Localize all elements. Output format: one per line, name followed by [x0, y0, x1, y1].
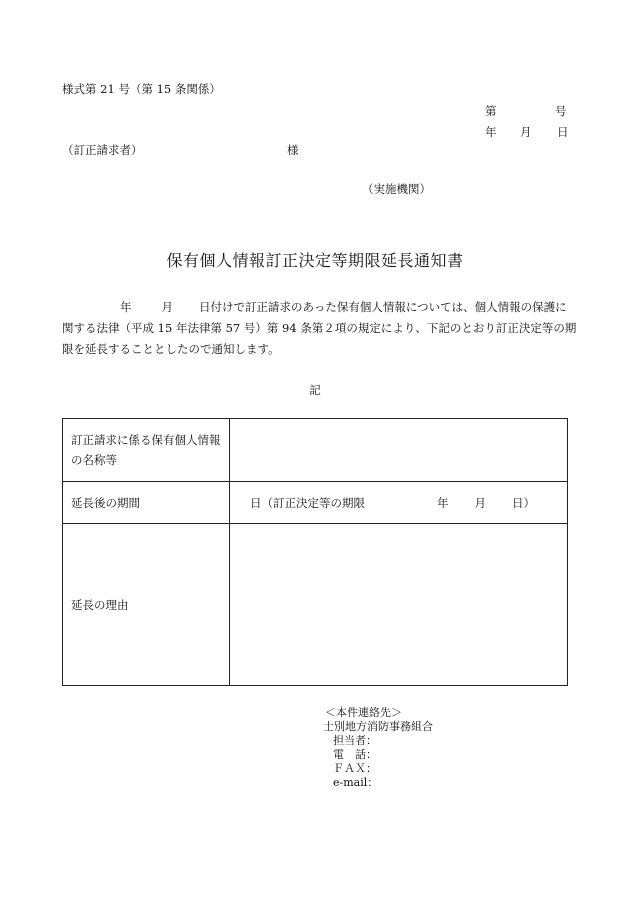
body-year: 年: [120, 300, 132, 314]
form-number: 様式第 21 号（第 15 条関係）: [62, 82, 221, 96]
details-table: [62, 418, 568, 686]
requester-label: （訂正請求者）: [62, 143, 143, 157]
body-line-3: 限を延長することとしたので通知します。: [62, 342, 280, 356]
contact-organization: 士別地方消防事務組合: [323, 720, 433, 733]
table-row: [63, 419, 568, 482]
agency-label: （実施機関）: [362, 182, 431, 196]
info-name-value[interactable]: [230, 419, 568, 482]
extension-period-label: 延長後の期間: [63, 482, 230, 524]
body-month: 月: [161, 300, 173, 314]
contact-phone: 電 話：: [333, 748, 377, 761]
period-month: 月: [474, 495, 486, 510]
period-day-close: 日）: [512, 495, 535, 510]
info-name-label-line-1: 訂正請求に係る保有個人情報: [71, 433, 221, 447]
document-number-suffix: 号: [555, 104, 567, 118]
table-row: [63, 482, 568, 524]
document-title: 保有個人情報訂正決定等期限延長通知書: [166, 251, 464, 270]
date-month-label: 月: [520, 125, 532, 139]
body-line-1-text: 日付けで訂正請求のあった保有個人情報については、個人情報の保護に: [199, 300, 567, 314]
info-name-label-line-2: の名称等: [71, 453, 117, 467]
period-day: 日（訂正決定等の期限: [250, 495, 365, 510]
body-line-1: [62, 297, 568, 318]
notice-body: [62, 297, 577, 360]
body-line-2: 関する法律（平成 15 年法律第 57 号）第 94 条第２項の規定により、下記のとおり訂正決定等の期: [62, 321, 577, 335]
contact-person: 担当者：: [333, 734, 377, 747]
contact-block: [323, 706, 433, 790]
date-day-label: 日: [557, 125, 569, 139]
extension-reason-value[interactable]: [230, 524, 568, 686]
table-row: [63, 524, 568, 686]
extension-period-value[interactable]: [230, 482, 568, 524]
document-number-prefix: 第: [485, 104, 497, 118]
contact-fax: ＦＡＸ：: [333, 762, 377, 775]
info-name-label: [63, 419, 230, 482]
date-year-label: 年: [485, 125, 497, 139]
ki-heading: 記: [309, 383, 321, 397]
contact-email: e-mail：: [333, 776, 379, 789]
period-year: 年: [437, 495, 449, 510]
contact-heading: ＜本件連絡先＞: [325, 706, 402, 719]
honorific-label: 様: [287, 143, 299, 157]
extension-reason-label: 延長の理由: [63, 524, 230, 686]
